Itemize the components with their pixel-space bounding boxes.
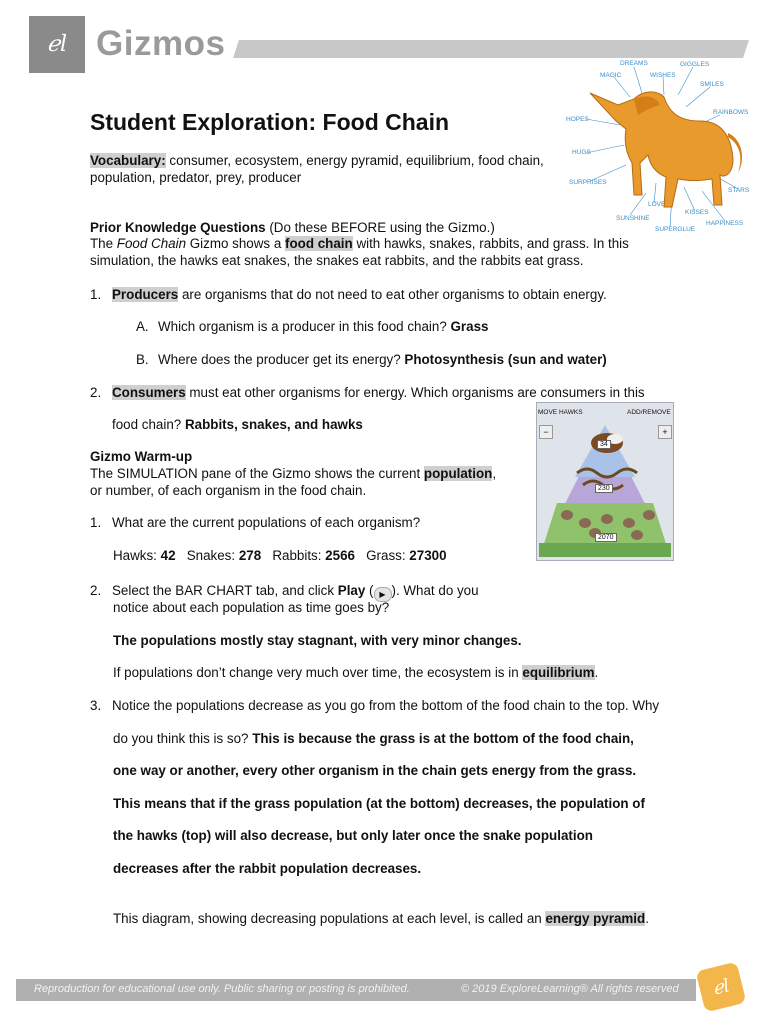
vocabulary-terms-line2: population, predator, prey, producer <box>90 170 302 185</box>
snakes-value: 278 <box>238 548 262 563</box>
note-text: If populations don’t change very much over time, the ecosystem is in <box>113 665 523 680</box>
note-text: . <box>645 911 649 926</box>
unicorn-illustration <box>560 55 760 235</box>
warmup-answer-2: The populations mostly stay stagnant, with very minor changes. <box>113 633 522 648</box>
badge-glyph: ℯl <box>710 974 732 1000</box>
warmup-intro <box>90 465 496 482</box>
question-number: 3. <box>90 698 102 713</box>
question-text: Notice the populations decrease as you go from the bottom of the food chain to the top. Why <box>112 698 660 713</box>
warmup-question-2-line2: notice about each population as time goes by? <box>113 600 390 615</box>
unicorn-label: HOPES <box>566 116 589 123</box>
intro-text: The <box>90 236 117 251</box>
vocabulary-label: Vocabulary: <box>90 153 166 168</box>
note-text: This diagram, showing decreasing populations at each level, is called an <box>113 911 546 926</box>
term-equilibrium: equilibrium <box>522 665 595 680</box>
subquestion-letter: B. <box>136 352 149 367</box>
warmup-question-3 <box>90 697 659 714</box>
answer-text: Photosynthesis (sun and water) <box>404 352 607 367</box>
population-answers <box>113 547 447 564</box>
footer-copyright: © 2019 ExploreLearning® All rights reserved <box>461 983 679 995</box>
question-number: 1. <box>90 515 102 530</box>
footer-bar <box>16 979 696 1001</box>
hawks-label: Hawks: <box>113 548 161 563</box>
plus-button[interactable]: + <box>658 425 672 439</box>
unicorn-label: HAPPINESS <box>706 220 744 227</box>
term-population: population <box>423 466 493 481</box>
answer-text: Rabbits, snakes, and hawks <box>184 417 363 432</box>
page-title: Student Exploration: Food Chain <box>90 109 450 135</box>
unicorn-label: WISHES <box>650 72 676 79</box>
vocabulary-line <box>90 152 544 169</box>
prior-knowledge-heading <box>90 219 495 236</box>
unicorn-label: DREAMS <box>620 60 648 67</box>
answer-3-line4: This means that if the grass population (at the bottom) decreases, the population of <box>113 796 645 811</box>
question-text: What are the current populations of each organism? <box>112 515 421 530</box>
remove-hawks-label: MOVE HAWKS <box>538 409 583 416</box>
term-producers: Producers <box>112 287 179 302</box>
snakes-label: Snakes: <box>186 548 239 563</box>
warmup-heading: Gizmo Warm-up <box>90 449 193 464</box>
intro-text: The SIMULATION pane of the Gizmo shows the current <box>90 466 424 481</box>
unicorn-icon <box>560 55 760 235</box>
intro-text: , <box>492 466 497 481</box>
rabbits-label: Rabbits: <box>272 548 326 563</box>
prior-intro-line2: simulation, the hawks eat snakes, the snakes eat rabbits, and the rabbits eat grass. <box>90 253 584 268</box>
unicorn-label: LOVE <box>648 201 666 208</box>
unicorn-label: STARS <box>728 187 750 194</box>
question-text: ( <box>365 583 374 598</box>
answer-3-line3: one way or another, every other organism in the chain gets energy from the grass. <box>113 763 637 778</box>
answer-text: Grass <box>450 319 489 334</box>
grass-label: Grass: <box>366 548 410 563</box>
intro-text: with hawks, snakes, rabbits, and grass. In this <box>352 236 629 251</box>
prior-question-1a <box>136 318 488 335</box>
prior-question-1b <box>136 351 607 368</box>
prior-question-2 <box>90 384 645 401</box>
unicorn-label: SUPERGLUE <box>655 226 696 233</box>
explorelearning-badge-icon <box>696 962 747 1013</box>
question-number: 1. <box>90 287 102 302</box>
answer-text: This is because the grass is at the bottom of the food chain, <box>252 731 634 746</box>
prior-heading-note: (Do these BEFORE using the Gizmo.) <box>265 220 495 235</box>
logo-glyph: ℯl <box>46 32 68 57</box>
rabbit-count-label: 2070 <box>595 533 617 542</box>
question-text: ). What do you <box>391 583 479 598</box>
explorelearning-logo <box>29 16 85 73</box>
answer-3-line6: decreases after the rabbit population decreases. <box>113 861 422 876</box>
intro-text: Gizmo shows a <box>186 236 286 251</box>
simulation-screenshot <box>536 402 674 561</box>
grass-value: 27300 <box>409 548 447 563</box>
unicorn-label: SMILES <box>700 81 724 88</box>
prior-question-2-line2 <box>112 416 363 433</box>
term-energy-pyramid: energy pyramid <box>545 911 646 926</box>
unicorn-label: HUGS <box>572 149 591 156</box>
answer-3-line5: the hawks (top) will also decrease, but only later once the snake population <box>113 828 593 843</box>
question-text: must eat other organisms for energy. Which organisms are consumers in this <box>185 385 645 400</box>
question-number: 2. <box>90 385 102 400</box>
play-button-icon: ▶ <box>374 587 392 602</box>
note-text: . <box>594 665 599 680</box>
warmup-question-3-line2 <box>113 730 634 747</box>
unicorn-label: MAGIC <box>600 72 622 79</box>
energy-pyramid-note <box>113 910 649 927</box>
unicorn-label: SURPRISES <box>569 179 607 186</box>
brand-name: Gizmos <box>96 24 226 63</box>
add-remove-label: ADD/REMOVE <box>627 409 671 416</box>
question-text: Select the BAR CHART tab, and click <box>112 583 338 598</box>
unicorn-label: KISSES <box>685 209 709 216</box>
warmup-intro-line2: or number, of each organism in the food chain. <box>90 483 367 498</box>
footer-disclaimer: Reproduction for educational use only. Public sharing or posting is prohibited. <box>34 983 410 995</box>
question-text: food chain? <box>112 417 185 432</box>
term-food-chain: food chain <box>285 236 353 251</box>
minus-button[interactable]: − <box>539 425 553 439</box>
question-text: do you think this is so? <box>113 731 253 746</box>
unicorn-label: SUNSHINE <box>616 215 650 222</box>
hawk-count-label: 34 <box>597 440 611 449</box>
warmup-question-1 <box>90 514 420 531</box>
term-consumers: Consumers <box>112 385 186 400</box>
rabbits-value: 2566 <box>325 548 355 563</box>
question-text: Where does the producer get its energy? <box>158 352 405 367</box>
subquestion-letter: A. <box>136 319 149 334</box>
hawks-value: 42 <box>160 548 176 563</box>
equilibrium-note <box>113 664 598 681</box>
question-text: Which organism is a producer in this food chain? <box>158 319 451 334</box>
vocabulary-terms: consumer, ecosystem, energy pyramid, equilibrium, food chain, <box>165 153 544 168</box>
question-number: 2. <box>90 583 102 598</box>
unicorn-label: RAINBOWS <box>713 109 749 116</box>
play-word: Play <box>337 583 366 598</box>
prior-question-1 <box>90 286 607 303</box>
prior-heading-text: Prior Knowledge Questions <box>90 220 266 235</box>
snake-count-label: 230 <box>595 484 613 493</box>
question-text: are organisms that do not need to eat other organisms to obtain energy. <box>178 287 607 302</box>
intro-gizmo-name: Food Chain <box>116 236 187 251</box>
prior-intro <box>90 235 629 252</box>
unicorn-label: GIGGLES <box>680 61 710 68</box>
